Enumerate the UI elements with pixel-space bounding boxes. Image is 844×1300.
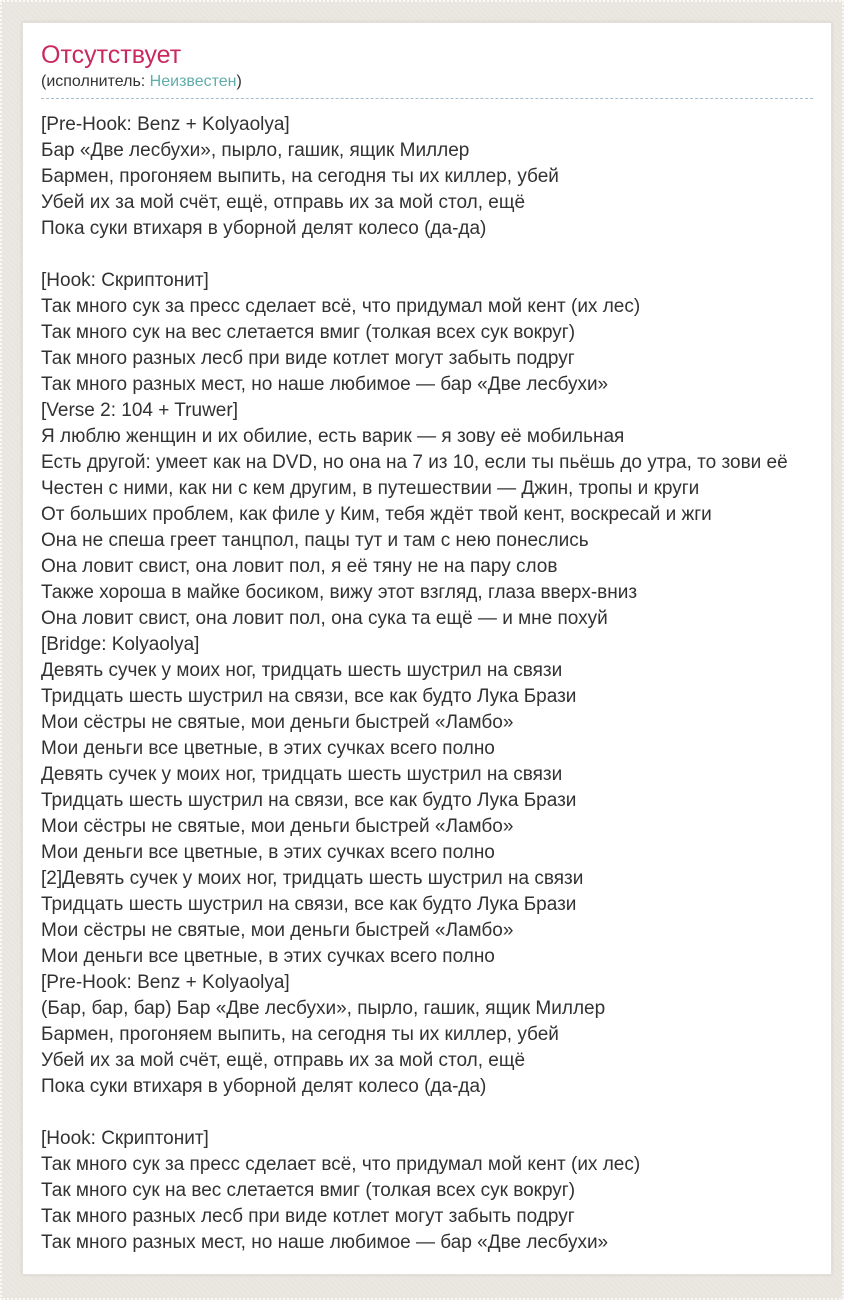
- artist-link[interactable]: Неизвестен: [149, 73, 237, 90]
- lyric-line: Я люблю женщин и их обилие, есть варик — я зову её мобильная: [41, 426, 625, 447]
- lyric-line: Тридцать шесть шустрил на связи, все как будто Лука Брази: [41, 790, 577, 811]
- lyric-line: [2]Девять сучек у моих ног, тридцать шесть шустрил на связи: [41, 868, 584, 889]
- artist-line: [41, 72, 813, 99]
- lyric-line: Мои деньги все цветные, в этих сучках всего полно: [41, 946, 495, 967]
- lyric-line: Так много разных лесб при виде котлет могут забыть подруг: [41, 1206, 575, 1227]
- lyric-line: [Pre-Hook: Benz + Kolyaolya]: [41, 972, 290, 993]
- lyric-line: [41, 1100, 813, 1126]
- lyric-line: Честен с ними, как ни с кем другим, в путешествии — Джин, тропы и круги: [41, 478, 700, 499]
- lyric-line: Также хороша в майке босиком, вижу этот взгляд, глаза вверх-вниз: [41, 582, 638, 603]
- lyric-line: Бармен, прогоняем выпить, на сегодня ты их киллер, убей: [41, 166, 559, 187]
- lyric-line: Так много сук на вес слетается вмиг (толкая всех сук вокруг): [41, 1180, 576, 1201]
- lyric-line: Мои сёстры не святые, мои деньги быстрей «Ламбо»: [41, 816, 514, 837]
- lyric-line: [Verse 2: 104 + Truwer]: [41, 400, 238, 421]
- lyric-line: Мои деньги все цветные, в этих сучках всего полно: [41, 842, 495, 863]
- lyric-line: Мои сёстры не святые, мои деньги быстрей «Ламбо»: [41, 712, 514, 733]
- lyric-line: Мои деньги все цветные, в этих сучках всего полно: [41, 738, 495, 759]
- lyric-line: Так много разных лесб при виде котлет могут забыть подруг: [41, 348, 575, 369]
- lyric-line: Так много разных мест, но наше любимое — бар «Две лесбухи»: [41, 1232, 609, 1253]
- card-content: [23, 23, 831, 1256]
- lyric-line: Девять сучек у моих ног, тридцать шесть шустрил на связи: [41, 660, 563, 681]
- lyric-line: Так много сук за пресс сделает всё, что придумал мой кент (их лес): [41, 296, 641, 317]
- lyric-line: [Bridge: Kolyaolya]: [41, 634, 200, 655]
- lyrics-text: [41, 112, 813, 1256]
- lyric-line: Так много сук за пресс сделает всё, что придумал мой кент (их лес): [41, 1154, 641, 1175]
- song-title: Отсутствует: [41, 41, 182, 69]
- lyric-line: [Hook: Скриптонит]: [41, 1128, 209, 1149]
- lyric-line: Девять сучек у моих ног, тридцать шесть шустрил на связи: [41, 764, 563, 785]
- lyric-line: Она ловит свист, она ловит пол, она сука та ещё — и мне похуй: [41, 608, 608, 629]
- lyric-line: Она не спеша греет танцпол, пацы тут и там с нею понеслись: [41, 530, 589, 551]
- lyric-line: Бар «Две лесбухи», пырло, гашик, ящик Миллер: [41, 140, 470, 161]
- lyric-line: Пока суки втихаря в уборной делят колесо (да-да): [41, 1076, 487, 1097]
- lyric-line: Тридцать шесть шустрил на связи, все как будто Лука Брази: [41, 894, 577, 915]
- lyric-line: Убей их за мой счёт, ещё, отправь их за мой стол, ещё: [41, 1050, 526, 1071]
- lyrics-card: [22, 22, 832, 1275]
- lyric-line: Бармен, прогоняем выпить, на сегодня ты их киллер, убей: [41, 1024, 559, 1045]
- lyric-line: От больших проблем, как филе у Ким, тебя ждёт твой кент, воскресай и жги: [41, 504, 712, 525]
- lyric-line: [Hook: Скриптонит]: [41, 270, 209, 291]
- artist-label: (исполнитель:: [41, 73, 150, 90]
- lyric-line: Тридцать шесть шустрил на связи, все как будто Лука Брази: [41, 686, 577, 707]
- lyric-line: [Pre-Hook: Benz + Kolyaolya]: [41, 114, 290, 135]
- lyric-line: Она ловит свист, она ловит пол, я её тяну не на пару слов: [41, 556, 558, 577]
- artist-label-suffix: ): [236, 73, 242, 90]
- lyric-line: Так много разных мест, но наше любимое — бар «Две лесбухи»: [41, 374, 609, 395]
- lyric-line: Так много сук на вес слетается вмиг (толкая всех сук вокруг): [41, 322, 576, 343]
- lyric-line: [41, 242, 813, 268]
- lyric-line: Пока суки втихаря в уборной делят колесо (да-да): [41, 218, 487, 239]
- lyric-line: (Бар, бар, бар) Бар «Две лесбухи», пырло, гашик, ящик Миллер: [41, 998, 606, 1019]
- lyric-line: Убей их за мой счёт, ещё, отправь их за мой стол, ещё: [41, 192, 526, 213]
- lyric-line: Есть другой: умеет как на DVD, но она на 7 из 10, если ты пьёшь до утра, то зови её: [41, 452, 788, 473]
- lyric-line: Мои сёстры не святые, мои деньги быстрей «Ламбо»: [41, 920, 514, 941]
